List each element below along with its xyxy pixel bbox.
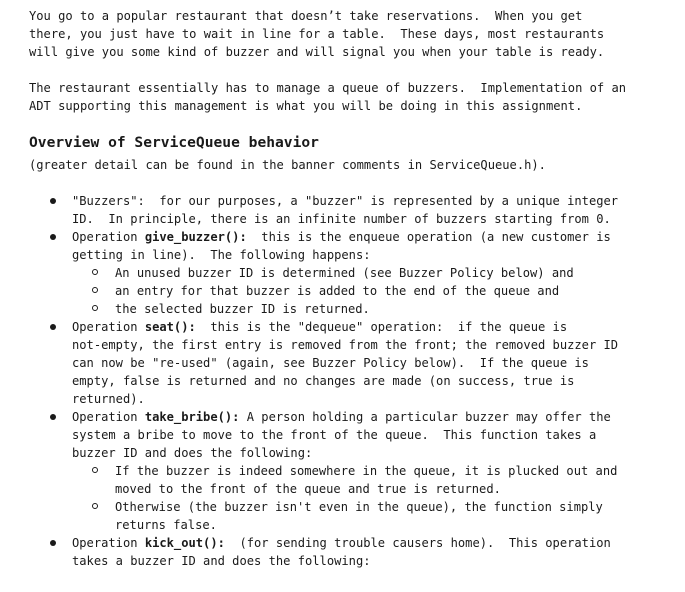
seat-line-3: can now be "re-used" (again, see Buzzer Policy below). If the queue is <box>72 356 589 370</box>
take-bribe-sub-1-line-2: moved to the front of the queue and true is returned. <box>115 482 501 496</box>
seat-line-4: empty, false is returned and no changes are made (on success, true is <box>72 374 575 388</box>
kick-out-line-1: Operation kick_out(): (for sending trouble causers home). This operation <box>72 536 611 550</box>
bullet-disc <box>50 198 56 204</box>
buzzers-line-2: ID. In principle, there is an infinite number of buzzers starting from 0. <box>72 212 611 226</box>
seat-line-2: not-empty, the first entry is removed from the front; the removed buzzer ID <box>72 338 619 352</box>
give-buzzer-sub-3: the selected buzzer ID is returned. <box>115 302 370 316</box>
take-bribe-line-3: buzzer ID and does the following: <box>72 446 313 460</box>
kick-out-op-name: kick_out(): <box>144 536 225 550</box>
seat-line-1: Operation seat(): this is the "dequeue" operation: if the queue is <box>72 320 568 334</box>
intro-p1-line-2: there, you just have to wait in line for a table. These days, most restaurants <box>29 27 605 41</box>
intro-p2-line-1: The restaurant essentially has to manage a queue of buzzers. Implementation of an <box>29 81 627 95</box>
bullet-disc <box>50 540 56 546</box>
take-bribe-sub-2-line-2: returns false. <box>115 518 217 532</box>
bullet-disc <box>50 414 56 420</box>
take-bribe-line-2: system a bribe to move to the front of the queue. This function takes a <box>72 428 597 442</box>
take-bribe-line-1: Operation take_bribe(): A person holding a particular buzzer may offer the <box>72 410 611 424</box>
seat-op-name: seat(): <box>144 320 196 334</box>
take-bribe-sub-2-line-1: Otherwise (the buzzer isn't even in the queue), the function simply <box>115 500 603 514</box>
give-buzzer-line-1: Operation give_buzzer(): this is the enqueue operation (a new customer is <box>72 230 611 244</box>
section-subtitle: (greater detail can be found in the banner comments in ServiceQueue.h). <box>29 158 546 172</box>
intro-p1-line-1: You go to a popular restaurant that doesn’t take reservations. When you get <box>29 9 583 23</box>
kick-out-line-2: takes a buzzer ID and does the following: <box>72 554 371 568</box>
bullet-circle <box>92 269 98 275</box>
bullet-circle <box>92 467 98 473</box>
give-buzzer-line-2: getting in line). The following happens: <box>72 248 371 262</box>
intro-p1-line-3: will give you some kind of buzzer and will signal you when your table is ready. <box>29 45 605 59</box>
give-buzzer-sub-1: An unused buzzer ID is determined (see Buzzer Policy below) and <box>115 266 574 280</box>
bullet-circle <box>92 305 98 311</box>
take-bribe-op-name: take_bribe(): <box>144 410 240 424</box>
bullet-disc <box>50 234 56 240</box>
section-heading: Overview of ServiceQueue behavior <box>29 134 319 151</box>
give-buzzer-sub-2: an entry for that buzzer is added to the end of the queue and <box>115 284 560 298</box>
bullet-circle <box>92 287 98 293</box>
buzzers-line-1: "Buzzers": for our purposes, a "buzzer" is represented by a unique integer <box>72 194 619 208</box>
bullet-circle <box>92 503 98 509</box>
bullet-disc <box>50 324 56 330</box>
seat-line-5: returned). <box>72 392 145 406</box>
take-bribe-sub-1-line-1: If the buzzer is indeed somewhere in the queue, it is plucked out and <box>115 464 618 478</box>
intro-p2-line-2: ADT supporting this management is what you will be doing in this assignment. <box>29 99 583 113</box>
give-buzzer-op-name: give_buzzer(): <box>144 230 247 244</box>
